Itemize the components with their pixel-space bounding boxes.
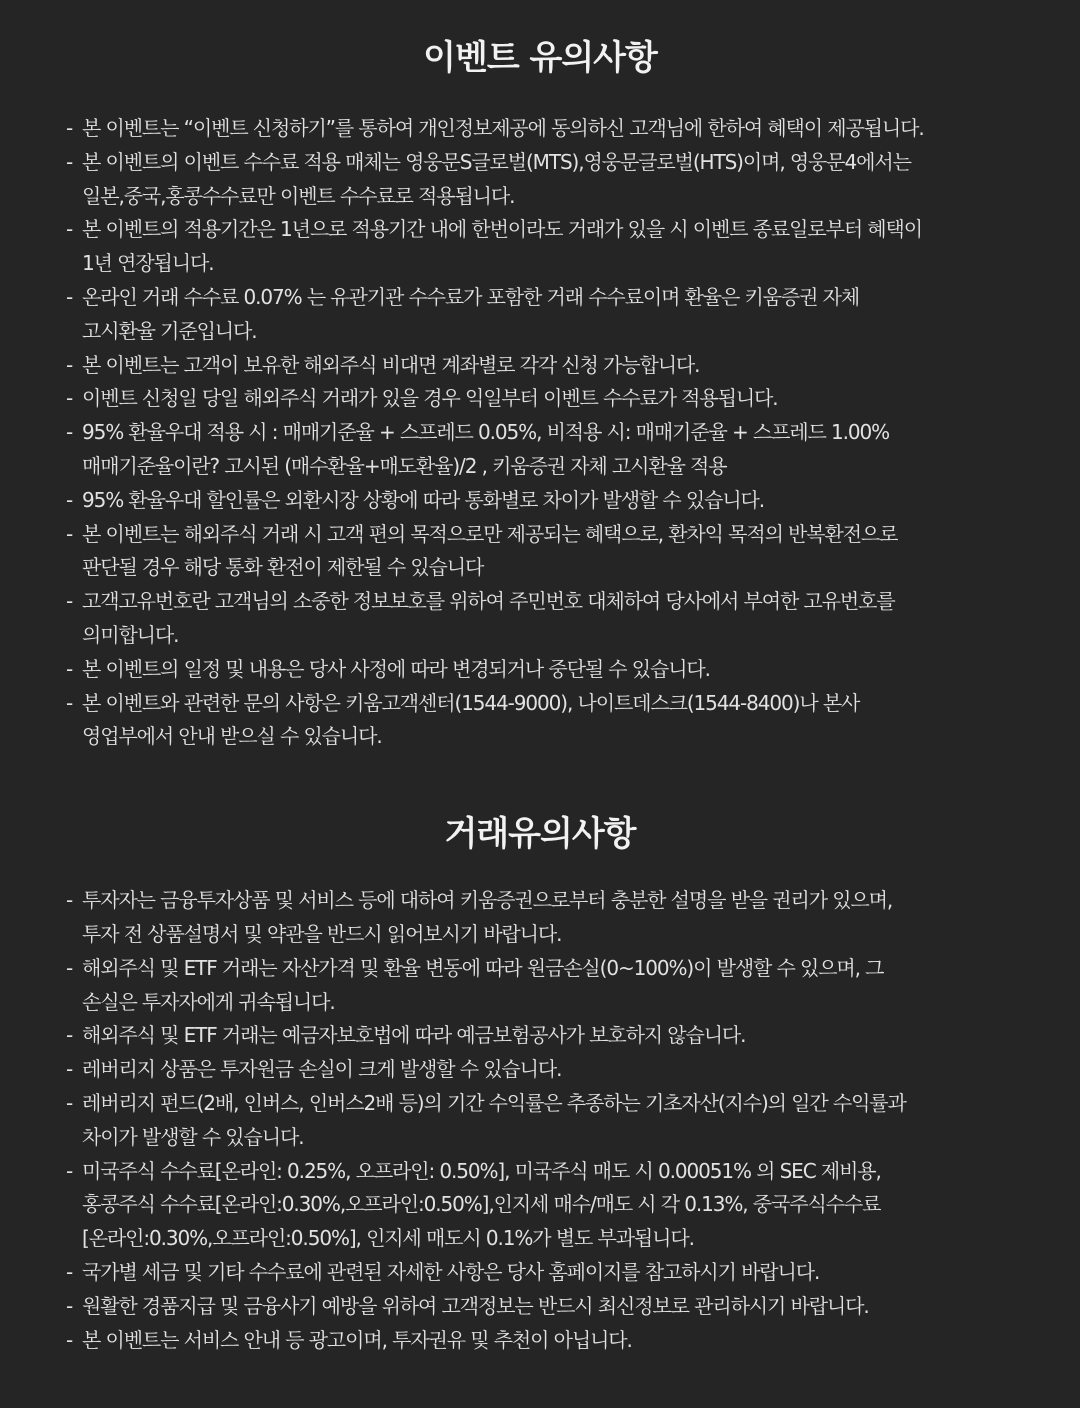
trade-notice-item: - 미국주식 수수료[온라인: 0.25%, 오프라인: 0.50%], 미국주식 매도 시 0.00051% 의 SEC 제비용, 홍콩주식 수수료[온라인:0.30%,오프라인:0.50%],인지세 매수/매도 시 각 0.13%, 중국주식수수료 [온라인:0.30%,오프라인:0.50%], 인지세 매도시 0.1%가 별도 부과됩니다.: [66, 1155, 1021, 1256]
event-notice-item: - 본 이벤트는 해외주식 거래 시 고객 편의 목적으로만 제공되는 혜택으로, 환차익 목적의 반복환전으로 판단될 경우 해당 통화 환전이 제한될 수 있습니다: [66, 518, 1021, 586]
event-notice-item: - 본 이벤트와 관련한 문의 사항은 키움고객센터(1544-9000), 나이트데스크(1544-8400)나 본사 영업부에서 안내 받으실 수 있습니다.: [66, 687, 1021, 755]
trade-notice-list: [0, 884, 1021, 1357]
trade-notice-item: - 투자자는 금융투자상품 및 서비스 등에 대하여 키움증권으로부터 충분한 설명을 받을 권리가 있으며, 투자 전 상품설명서 및 약관을 반드시 읽어보시기 바랍니다.: [66, 884, 1021, 952]
event-notice-title: 이벤트 유의사항: [423, 38, 657, 78]
trade-notice-item: - 레버리지 상품은 투자원금 손실이 크게 발생할 수 있습니다.: [66, 1053, 1021, 1087]
event-notice-list: [0, 112, 1021, 754]
event-notice-item: - 고객고유번호란 고객님의 소중한 정보보호를 위하여 주민번호 대체하여 당사에서 부여한 고유번호를 의미합니다.: [66, 585, 1021, 653]
trade-notice-item: - 원활한 경품지급 및 금융사기 예방을 위하여 고객정보는 반드시 최신정보로 관리하시기 바랍니다.: [66, 1290, 1021, 1324]
event-notice-item: - 본 이벤트는 고객이 보유한 해외주식 비대면 계좌별로 각각 신청 가능합니다.: [66, 349, 1021, 383]
event-notice-item: - 본 이벤트는 “이벤트 신청하기”를 통하여 개인정보제공에 동의하신 고객님에 한하여 혜택이 제공됩니다.: [66, 112, 1021, 146]
trade-notice-item: - 본 이벤트는 서비스 안내 등 광고이며, 투자권유 및 추천이 아닙니다.: [66, 1324, 1021, 1358]
event-notice-item: - 95% 환율우대 적용 시 : 매매기준율 + 스프레드 0.05%, 비적용 시: 매매기준율 + 스프레드 1.00% 매매기준율이란? 고시된 (매수환율+매도환율)/2 , 키움증권 자체 고시환율 적용: [66, 416, 1021, 484]
trade-notice-item: - 해외주식 및 ETF 거래는 자산가격 및 환율 변동에 따라 원금손실(0~100%)이 발생할 수 있으며, 그 손실은 투자자에게 귀속됩니다.: [66, 952, 1021, 1020]
event-notice-item: - 본 이벤트의 이벤트 수수료 적용 매체는 영웅문S글로벌(MTS),영웅문글로벌(HTS)이며, 영웅문4에서는 일본,중국,홍콩수수료만 이벤트 수수료로 적용됩니다.: [66, 146, 1021, 214]
event-notice-item: - 온라인 거래 수수료 0.07% 는 유관기관 수수료가 포함한 거래 수수료이며 환율은 키움증권 자체 고시환율 기준입니다.: [66, 281, 1021, 349]
section-spacer: [0, 754, 1080, 782]
trade-notice-item: - 해외주식 및 ETF 거래는 예금자보호법에 따라 예금보험공사가 보호하지 않습니다.: [66, 1019, 1021, 1053]
event-notice-item: - 이벤트 신청일 당일 해외주식 거래가 있을 경우 익일부터 이벤트 수수료가 적용됩니다.: [66, 382, 1021, 416]
event-notice-item: - 본 이벤트의 적용기간은 1년으로 적용기간 내에 한번이라도 거래가 있을 시 이벤트 종료일로부터 혜택이 1년 연장됩니다.: [66, 213, 1021, 281]
trade-notice-item: - 국가별 세금 및 기타 수수료에 관련된 자세한 사항은 당사 홈페이지를 참고하시기 바랍니다.: [66, 1256, 1021, 1290]
trade-notice-item: - 레버리지 펀드(2배, 인버스, 인버스2배 등)의 기간 수익률은 추종하는 기초자산(지수)의 일간 수익률과 차이가 발생할 수 있습니다.: [66, 1087, 1021, 1155]
event-notice-item: - 95% 환율우대 할인률은 외환시장 상황에 따라 통화별로 차이가 발생할 수 있습니다.: [66, 484, 1021, 518]
trade-notice-title: 거래유의사항: [444, 814, 636, 855]
event-notice-item: - 본 이벤트의 일정 및 내용은 당사 사정에 따라 변경되거나 중단될 수 있습니다.: [66, 653, 1021, 687]
